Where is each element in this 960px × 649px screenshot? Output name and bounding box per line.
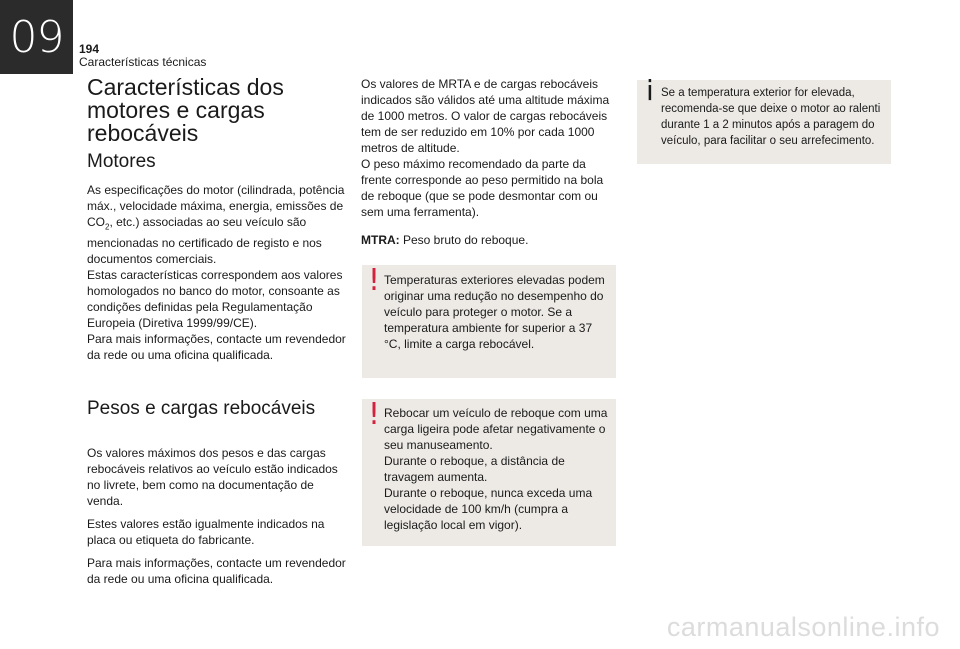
chapter-tab — [0, 0, 73, 74]
mrta-paragraph: Os valores de MRTA e de cargas rebocáveis indicados são válidos até uma altitude máxima de 1000 metros. O valor de cargas rebocáveis tem de ser reduzido em 10% por cada 1000 metros de altitude. — [361, 77, 610, 155]
motores-section — [87, 182, 347, 363]
warning-box-towing — [362, 399, 616, 546]
warning-text: Rebocar um veículo de reboque com uma carga ligeira pode afetar negativamente o seu manuseamento. Durante o reboque, a distância de travagem aumenta. Durante o reboque, nunca exceda uma velocidade de 100 km/h (cumpra a legislação local em vigor). — [384, 406, 608, 532]
warning-icon: ! — [368, 263, 381, 298]
pesos-paragraph-2: Estes valores estão igualmente indicados na placa ou etiqueta do fabricante. — [87, 517, 325, 547]
info-box — [637, 74, 891, 164]
pesos-heading: Pesos e cargas rebocáveis — [87, 398, 316, 419]
section-title: Características técnicas — [79, 55, 207, 69]
motores-heading: Motores — [87, 151, 156, 172]
pesos-paragraph-1: Os valores máximos dos pesos e das cargas rebocáveis relativos ao veículo estão indicados no livrete, bem como na documentação de venda. — [87, 446, 338, 508]
motores-paragraph-1: As especificações do motor (cilindrada, potência máx., velocidade máxima, energia, emissões de $CO_2$, etc.) associadas ao seu veículo são mencionadas no certificado de registo e nos documentos comerciais. — [87, 183, 345, 267]
page-title: Características dos motores e cargas rebocáveis — [87, 74, 284, 146]
motores-paragraph-2: Estas características correspondem aos valores homologados no banco do motor, consoante as condições definidas pela Regulamentação Europeia (Diretiva 1999/99/CE). — [87, 268, 343, 331]
pesos-section — [87, 445, 347, 587]
chapter-number: 09 — [9, 11, 64, 63]
pesos-paragraph-3: Para mais informações, contacte um revendedor da rede ou uma oficina qualificada. — [87, 556, 346, 586]
motores-paragraph-3: Para mais informações, contacte um revendedor da rede ou uma oficina qualificada. — [87, 332, 346, 363]
mrta-section — [361, 76, 616, 248]
info-text: Se a temperatura exterior for elevada, recomenda-se que deixe o motor ao ralenti durante 1 a 2 minutos após a paragem do veículo, para facilitar o seu arrefecimento. — [661, 87, 881, 147]
warning-icon: ! — [368, 397, 381, 432]
front-weight-paragraph: O peso máximo recomendado da parte da frente corresponde ao peso permitido na bola de reboque (que se pode desmontar com ou sem uma ferramenta). — [361, 157, 604, 219]
watermark: carmanualsonline.info — [666, 612, 940, 642]
info-icon: i — [646, 74, 654, 107]
page-number: 194 — [79, 42, 100, 56]
warning-text: Temperaturas exteriores elevadas podem originar uma redução no desempenho do veículo para proteger o motor. Se a temperatura ambiente for superior a 37 °C, limite a carga rebocável. — [384, 273, 605, 351]
warning-box-temperature — [362, 265, 616, 378]
mtra-definition: MTRA: Peso bruto do reboque. — [361, 233, 529, 247]
